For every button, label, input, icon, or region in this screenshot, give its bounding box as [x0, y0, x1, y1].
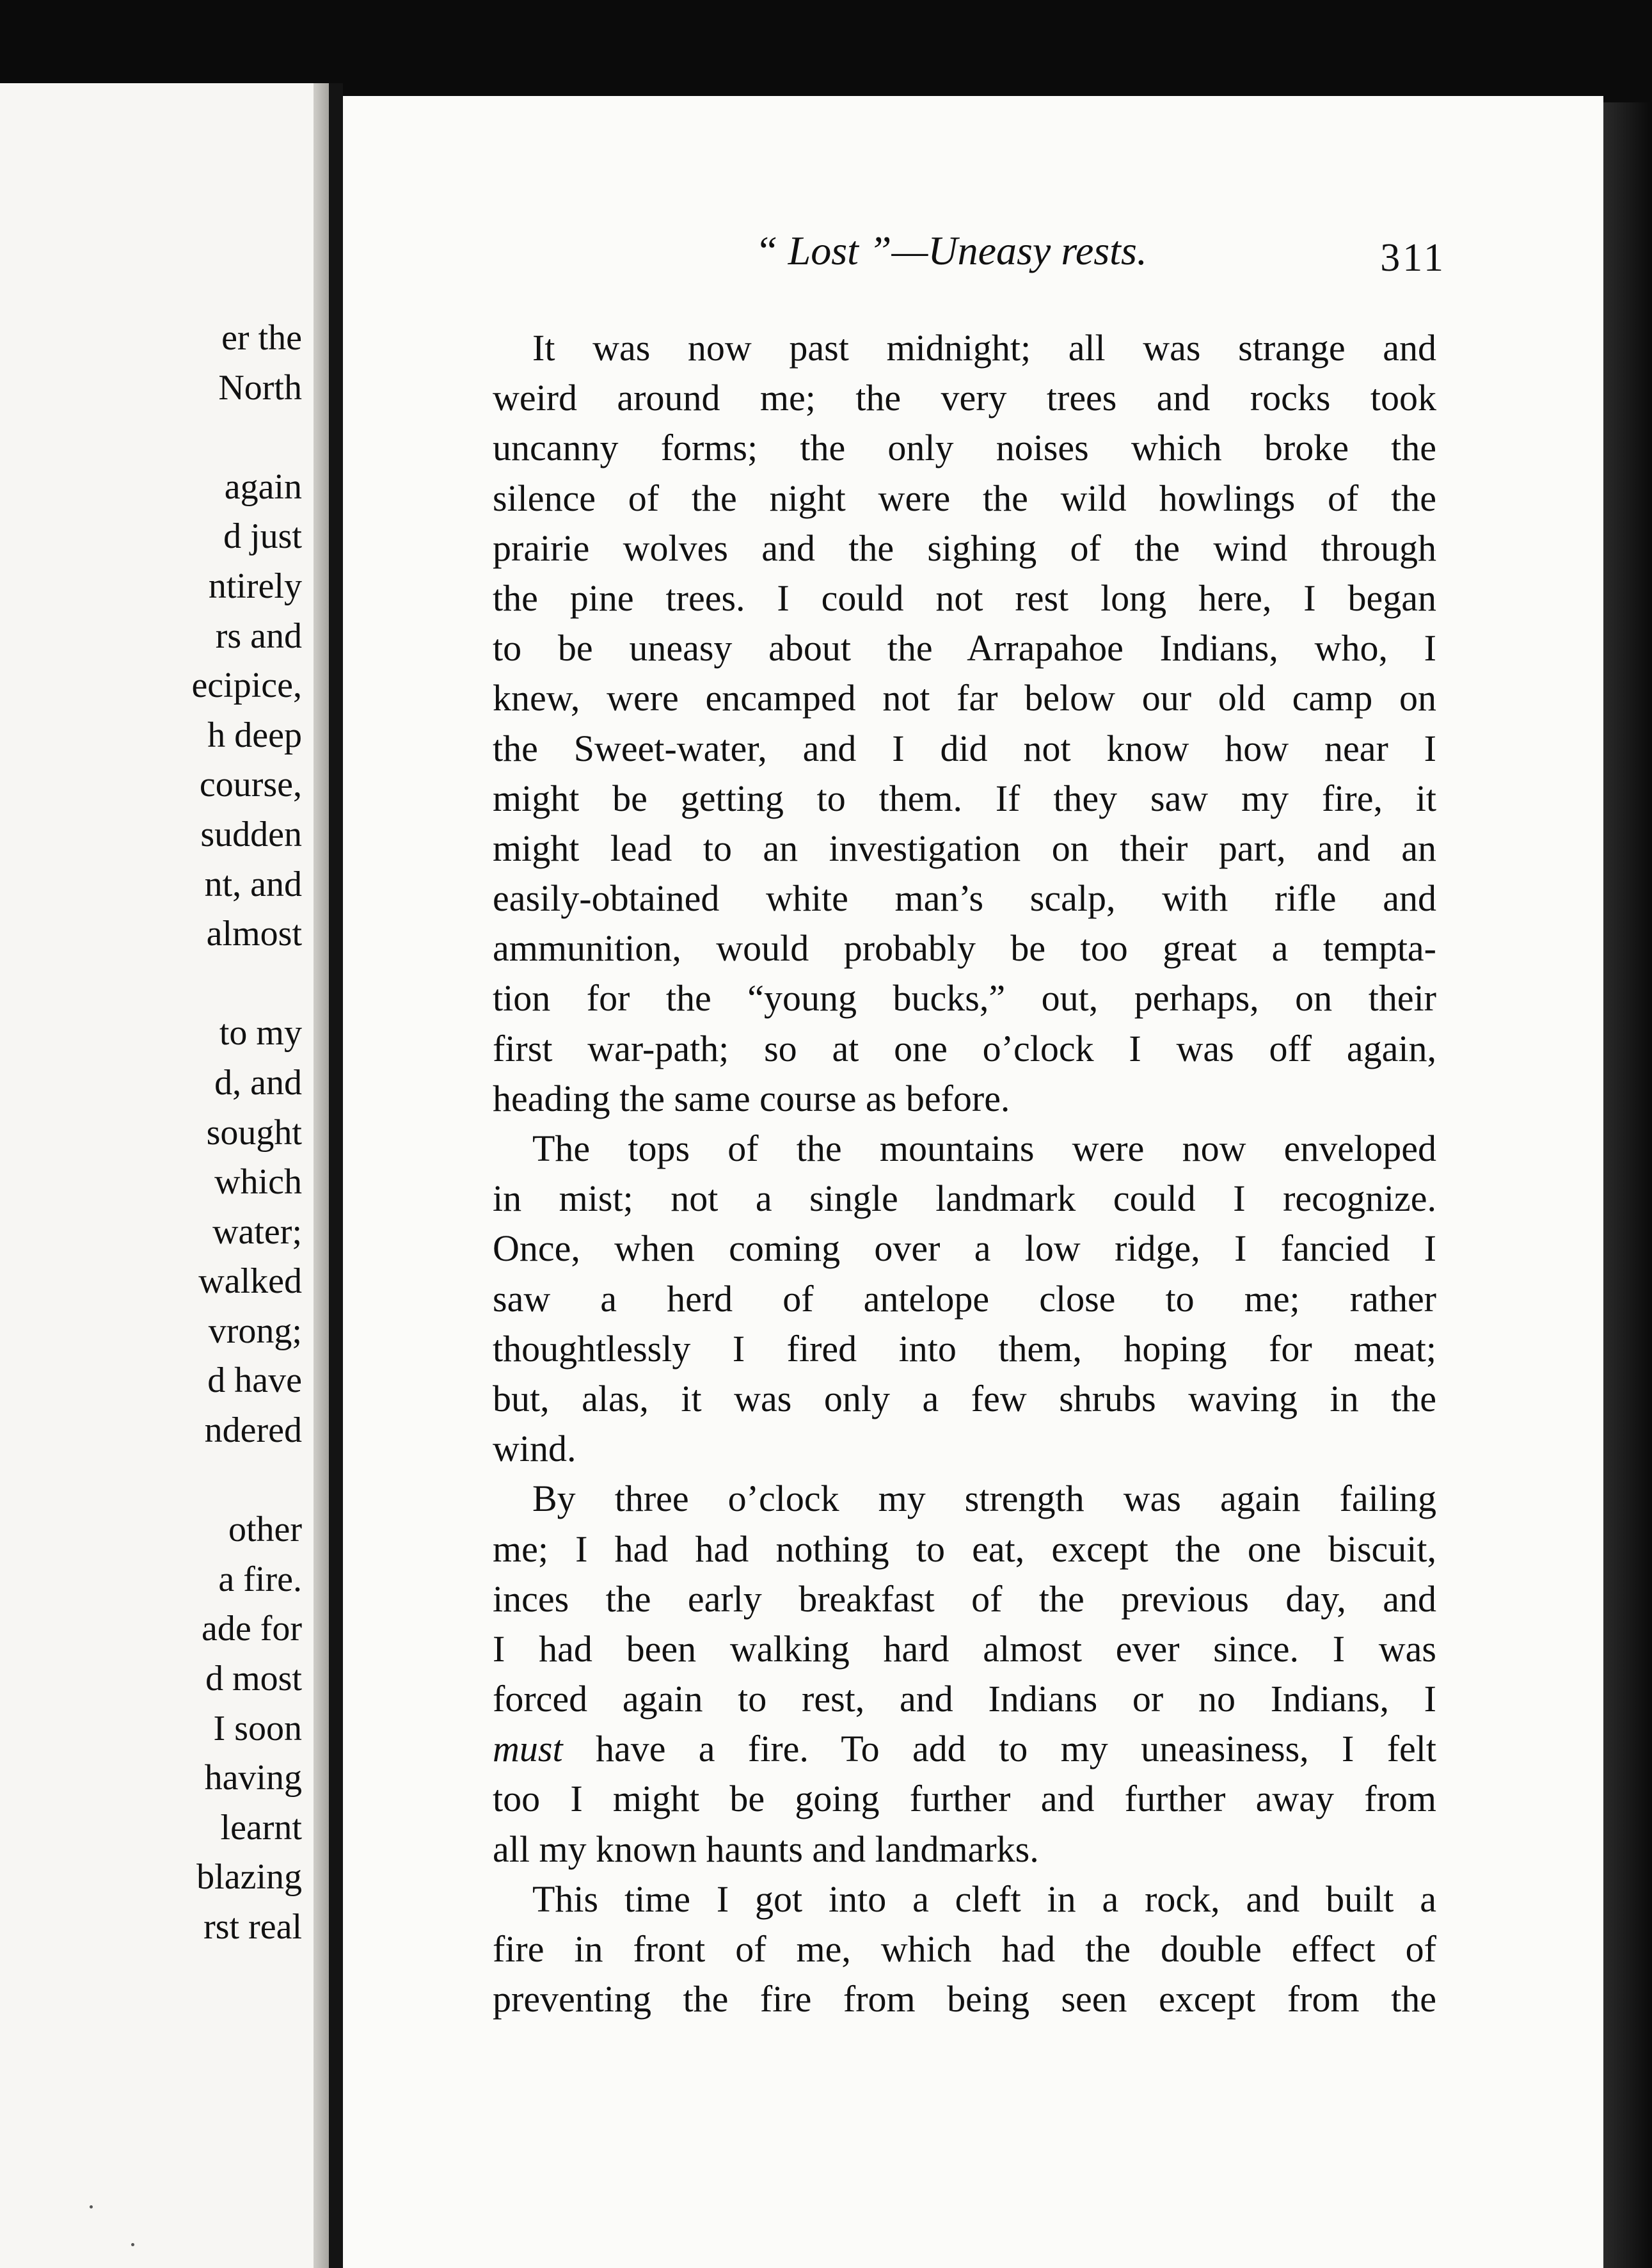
text-line: It was now past midnight; all was strange and [532, 327, 1436, 369]
left-line: ade for [201, 1609, 302, 1649]
text-line: must have a fire. To add to my uneasiness, I felt [493, 1728, 1436, 1770]
text-line: inces the early breakfast of the previous day, and [493, 1577, 1436, 1620]
text-line: By three o’clock my strength was again failing [532, 1478, 1436, 1520]
left-line: North [218, 367, 302, 408]
paragraph [493, 1124, 1436, 1474]
left-line [0, 413, 302, 463]
page-number: 311 [1380, 236, 1446, 280]
text-line: Once, when coming over a low ridge, I fancied I [493, 1227, 1436, 1270]
text-line: prairie wolves and the sighing of the wind through [493, 527, 1436, 569]
left-line: learnt [220, 1807, 302, 1848]
left-line [0, 959, 302, 1009]
left-line: d most [205, 1659, 302, 1699]
text-line: saw a herd of antelope close to me; rather [493, 1277, 1436, 1320]
text-line: This time I got into a cleft in a rock, and built a [532, 1878, 1436, 1920]
left-page [0, 83, 314, 2268]
left-line: to my [219, 1013, 302, 1053]
text-line: uncanny forms; the only noises which broke the [493, 427, 1436, 469]
text-line: me; I had had nothing to eat, except the one biscuit, [493, 1528, 1436, 1570]
page-edge-shadow [1603, 102, 1652, 2268]
text-line: to be uneasy about the Arrapahoe Indians, who, I [493, 627, 1436, 669]
left-line: blazing [196, 1857, 302, 1897]
left-line: again [224, 467, 302, 507]
text-line: first war-path; so at one o’clock I was off again, [493, 1027, 1436, 1069]
text-line: tion for the “young bucks,” out, perhaps, on their [493, 977, 1436, 1019]
left-line: d, and [214, 1062, 302, 1103]
paragraph [493, 323, 1436, 1124]
left-line: d just [223, 516, 302, 557]
left-line: d have [207, 1361, 302, 1401]
text-line: might be getting to them. If they saw my fire, it [493, 777, 1436, 819]
text-line: thoughtlessly I fired into them, hoping for meat; [493, 1327, 1436, 1370]
left-line: I soon [213, 1708, 302, 1748]
left-line: er the [221, 318, 302, 358]
body-text [493, 323, 1436, 2024]
left-line: rs and [215, 616, 302, 656]
text-line: forced again to rest, and Indians or no Indians, I [493, 1678, 1436, 1720]
left-line: nt, and [204, 864, 302, 904]
left-line: walked [198, 1261, 302, 1302]
left-line: a fire. [218, 1559, 302, 1599]
left-line: almost [206, 914, 302, 954]
text-line: wind. [493, 1428, 576, 1470]
text-line: but, alas, it was only a few shrubs waving in the [493, 1377, 1436, 1419]
left-line: sudden [200, 814, 302, 854]
text-line: all my known haunts and landmarks. [493, 1828, 1039, 1870]
text-line: preventing the fire from being seen except from the [493, 1978, 1436, 2020]
text-line: weird around me; the very trees and rocks took [493, 377, 1436, 419]
text-line: heading the same course as before. [493, 1077, 1010, 1119]
left-line: ndered [204, 1410, 302, 1451]
text-line: silence of the night were the wild howlings of the [493, 477, 1436, 519]
running-header: “ Lost ”—Uneasy rests. [755, 228, 1147, 273]
left-page-text [0, 314, 314, 1953]
text-line: The tops of the mountains were now enveloped [532, 1128, 1436, 1169]
book-spine [329, 83, 343, 2268]
left-line [0, 1456, 302, 1506]
text-line: too I might be going further and further away from [493, 1778, 1436, 1820]
left-line: ecipice, [191, 666, 302, 706]
left-line: vrong; [208, 1311, 302, 1351]
left-line: ntirely [208, 566, 302, 606]
left-line: which [214, 1162, 302, 1202]
text-line: knew, were encamped not far below our old camp on [493, 677, 1436, 719]
text-line: fire in front of me, which had the double effect of [493, 1928, 1436, 1970]
left-line: rst real [203, 1907, 302, 1947]
text-line: might lead to an investigation on their part, and an [493, 827, 1436, 869]
paragraph [493, 1874, 1436, 2025]
left-line: water; [212, 1211, 302, 1252]
dust-speck [131, 2243, 134, 2246]
left-line: course, [199, 765, 302, 805]
text-line: easily-obtained white man’s scalp, with rifle and [493, 877, 1436, 920]
dust-speck [90, 2205, 93, 2208]
left-line: sought [206, 1112, 302, 1153]
text-line: I had been walking hard almost ever since. I was [493, 1627, 1436, 1670]
left-line: other [228, 1510, 302, 1550]
paragraph [493, 1474, 1436, 1874]
page-gutter [314, 83, 329, 2268]
text-line: the Sweet-water, and I did not know how near I [493, 727, 1436, 769]
text-line: the pine trees. I could not rest long here, I began [493, 577, 1436, 619]
text-line: in mist; not a single landmark could I recognize. [493, 1178, 1436, 1220]
text-line: ammunition, would probably be too great a tempta- [493, 927, 1436, 970]
left-line: having [204, 1758, 302, 1798]
left-line: h deep [207, 715, 302, 755]
